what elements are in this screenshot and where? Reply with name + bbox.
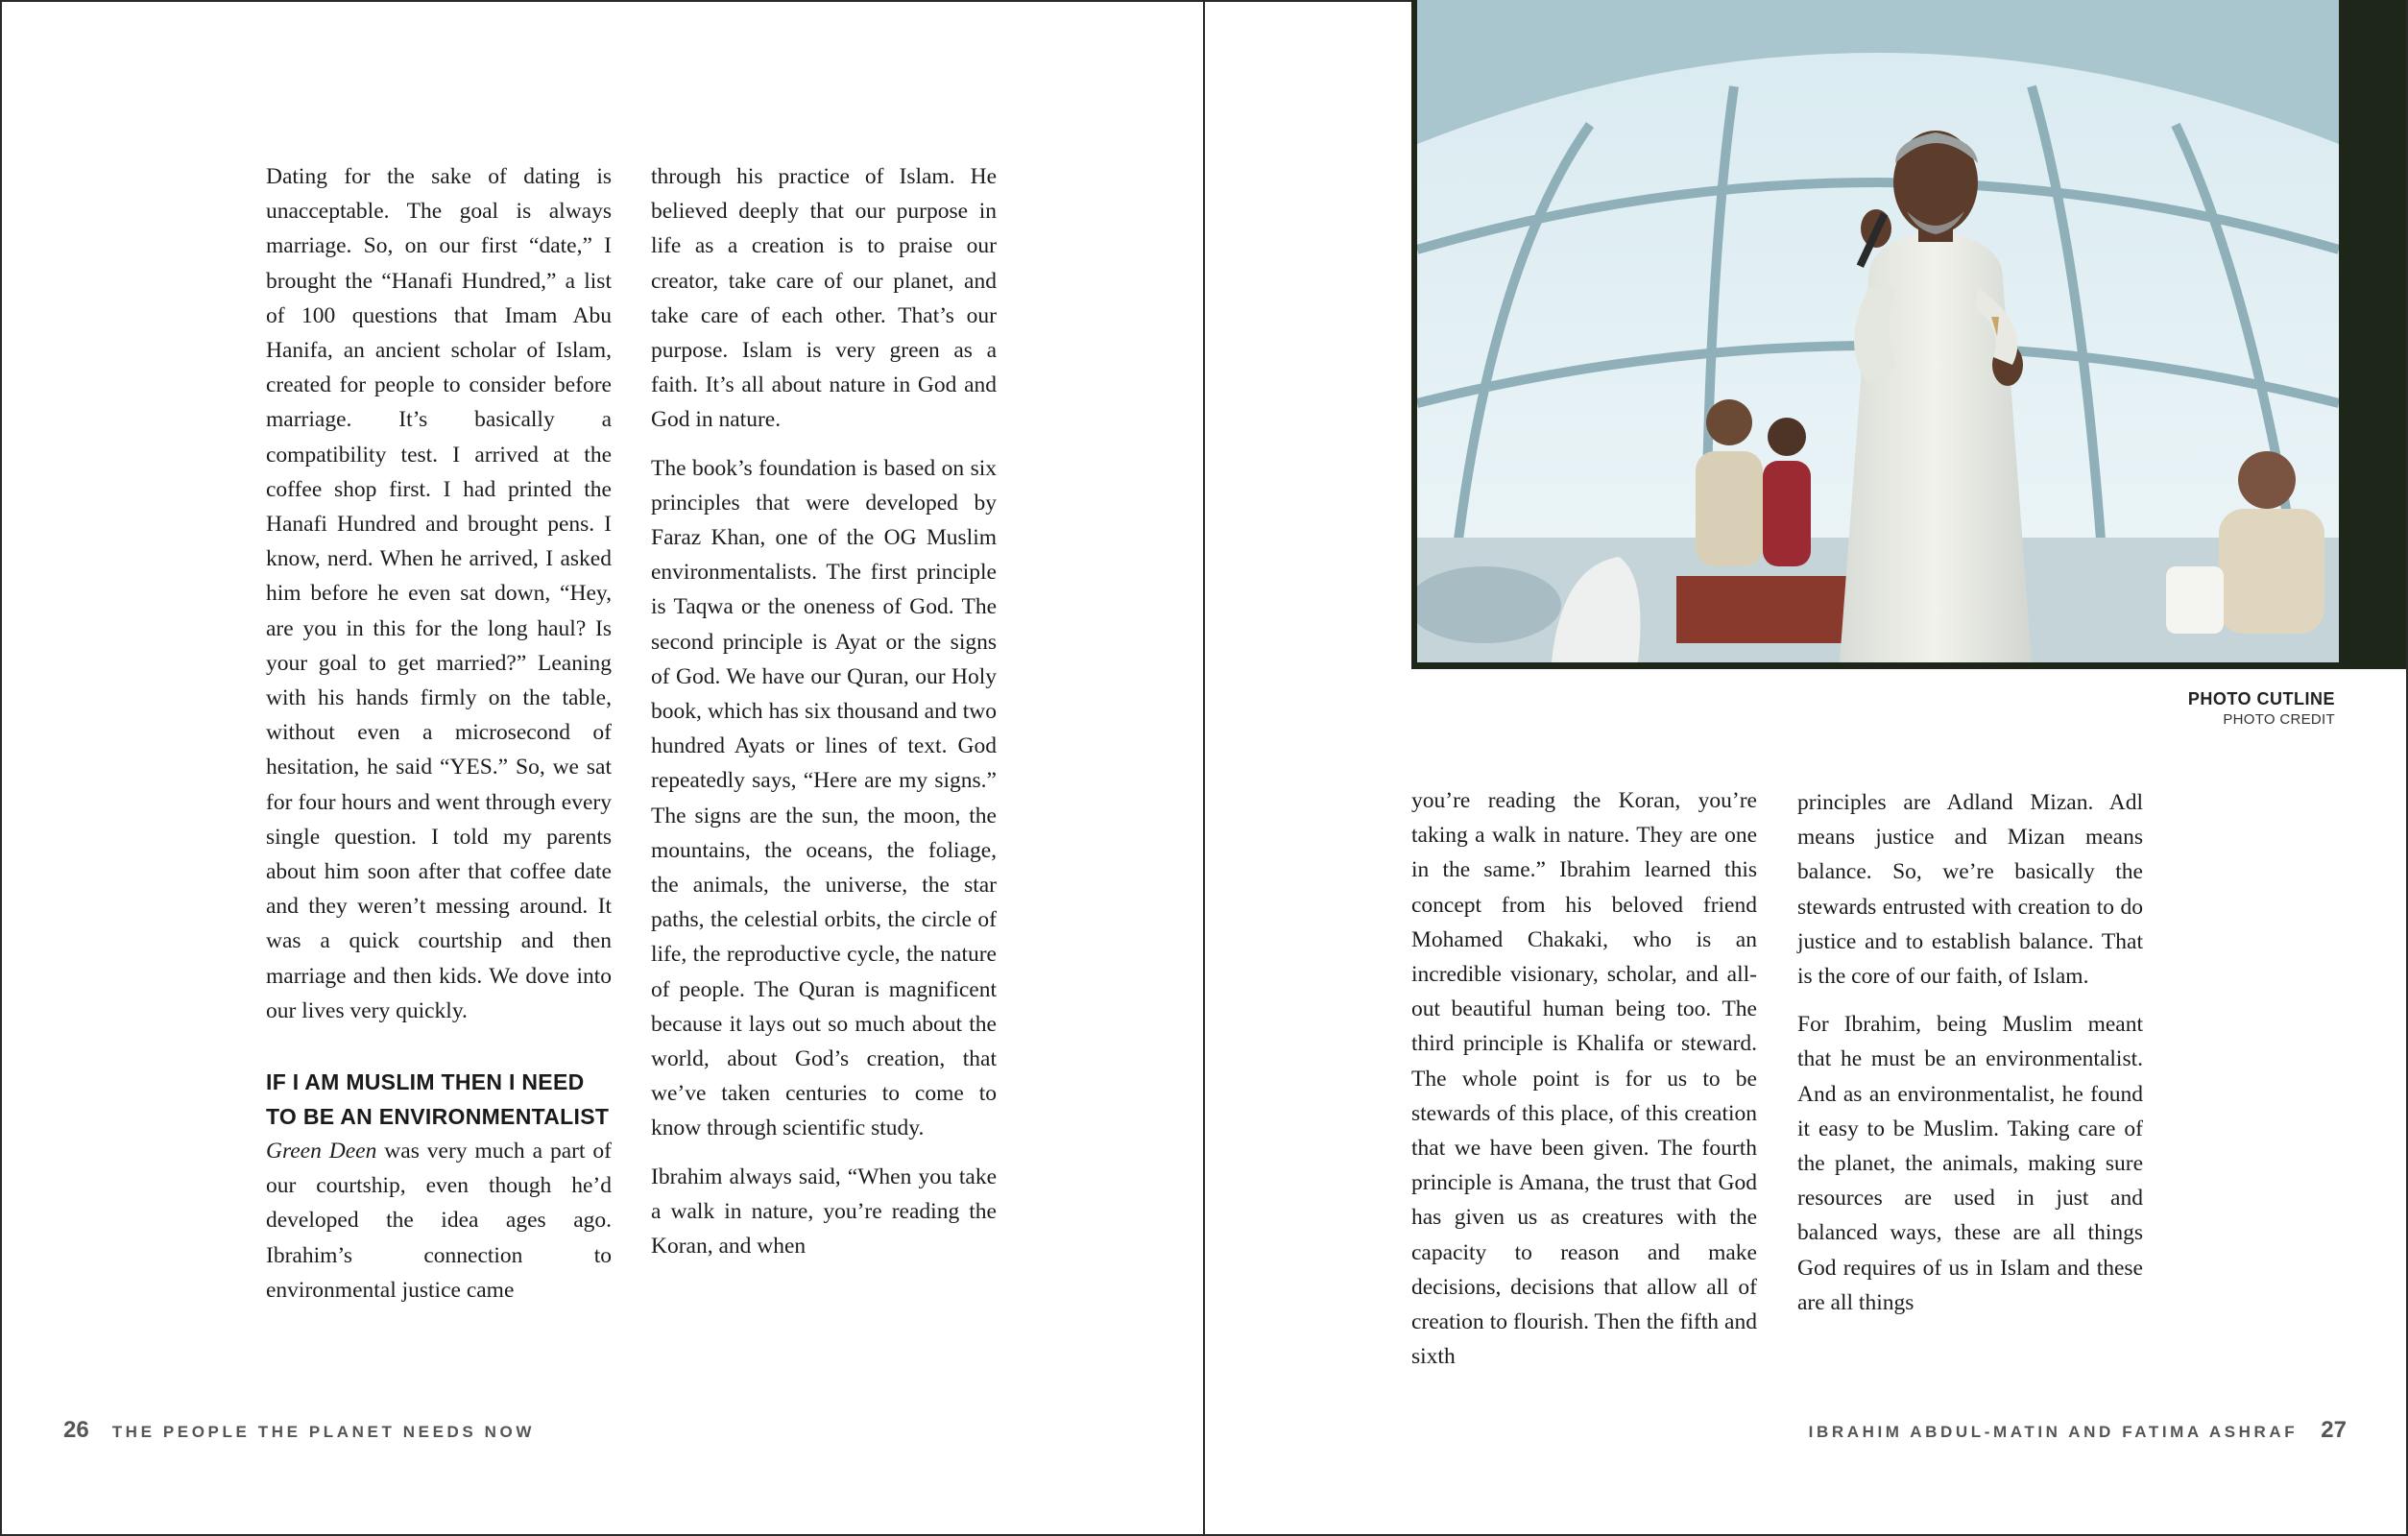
- left-column-2: [651, 159, 997, 1277]
- body-paragraph: Ibrahim always said, “When you take a walk in nature, you’re reading the Koran, and when: [651, 1164, 997, 1260]
- cutline-credit: PHOTO CREDIT: [2223, 711, 2335, 728]
- cutline-caption: PHOTO CUTLINE: [2187, 689, 2335, 708]
- body-paragraph: Dating for the sake of dating is unacceptable. The goal is always marriage. So, on our first “date,” I brought the “Hanafi Hundred,” a list of 100 questions that Imam Abu Hanifa, an ancient scholar of Islam, created for people to consider before marriage. It’s basically a compatibility test. I arrived at the coffee shop first. I had printed the Hanafi Hundred and brought pens. I know, nerd. When he arrived, I asked him before he even sat down, “Hey, are you in this for the long haul? Is your goal to get married?” Leaning with his hands firmly on the table, without even a microsecond of hesitation, he said “YES.” So, we sat for four hours and went through every single question. I told my parents about him soon after that coffee date and they weren’t messing around. It was a quick courtship and then marriage and then kids. We dove into our lives very quickly.: [266, 164, 612, 1023]
- heading-line-2: TO BE AN ENVIRONMENTALIST: [266, 1104, 610, 1130]
- body-paragraph: For Ibrahim, being Muslim meant that he must be an environmentalist. And as an environmentalist, he found it easy to be Muslim. Taking care of the planet, the animals, making sure resources are used in just and balanced ways, these are all things God requires of us in Islam and these are all things: [1797, 1012, 2143, 1315]
- heading-line-1: IF I AM MUSLIM THEN I NEED: [266, 1069, 585, 1095]
- left-column-1: [266, 159, 612, 1321]
- photo-cutline: [2188, 689, 2335, 728]
- left-footer: [63, 1417, 535, 1444]
- spread-gutter: [1203, 0, 1205, 1536]
- right-footer: [1809, 1417, 2347, 1444]
- body-paragraph: [266, 1134, 612, 1308]
- page-number-right: 27: [2321, 1417, 2347, 1443]
- body-paragraph: The book’s foundation is based on six principles that were developed by Faraz Khan, one of the OG Muslim environmentalists. The first principle is Taqwa or the oneness of God. The second principle is Ayat or the signs of God. We have our Quran, our Holy book, which has six thousand and two hundred Ayats or lines of text. God repeatedly says, “Here are my signs.” The signs are the sun, the moon, the mountains, the oceans, the foliage, the animals, the universe, the star paths, the celestial orbits, the circle of life, the reproductive cycle, the nature of people. The Quran is magnificent because it lays out so much about the world, about God’s creation, that we’ve taken centuries to come to know through scientific study.: [651, 455, 997, 1141]
- section-heading: [266, 1065, 612, 1134]
- photo: [1411, 0, 2406, 669]
- book-title: Green Deen: [266, 1139, 377, 1164]
- right-column-1: [1411, 783, 1757, 1387]
- body-paragraph: principles are Adland Mizan. Adl means justice and Mizan means balance. So, we’re basically the stewards entrusted with creation to do justice and to establish balance. That is the core of our faith, of Islam.: [1797, 790, 2143, 990]
- body-paragraph: you’re reading the Koran, you’re taking a walk in nature. They are one in the same.” Ibrahim learned this concept from his beloved friend Mohamed Chakaki, who is an incredible visionary, scholar, and all-out beautiful human being too. The third principle is Khalifa or steward. The whole point is for us to be stewards of this place, of this creation that we have been given. The fourth principle is Amana, the trust that God has given us as creatures with the capacity to reason and make decisions, decisions that allow all of creation to flourish. Then the fifth and sixth: [1411, 788, 1757, 1370]
- page-number-left: 26: [63, 1417, 89, 1443]
- right-column-2: [1797, 785, 2143, 1333]
- running-head-right: IBRAHIM ABDUL-MATIN AND FATIMA ASHRAF: [1808, 1423, 2299, 1441]
- running-head-left: THE PEOPLE THE PLANET NEEDS NOW: [111, 1423, 535, 1441]
- body-paragraph: through his practice of Islam. He believed deeply that our purpose in life as a creation is to praise our creator, take care of our planet, and take care of each other. That’s our purpose. Islam is very green as a faith. It’s all about nature in God and God in nature.: [651, 164, 997, 433]
- speaker-photo-illustration: [1417, 0, 2339, 662]
- body-text: was very much a part of our courtship, even though he’d developed the idea ages ago. Ibrahim’s connection to environmental justice came: [266, 1139, 612, 1303]
